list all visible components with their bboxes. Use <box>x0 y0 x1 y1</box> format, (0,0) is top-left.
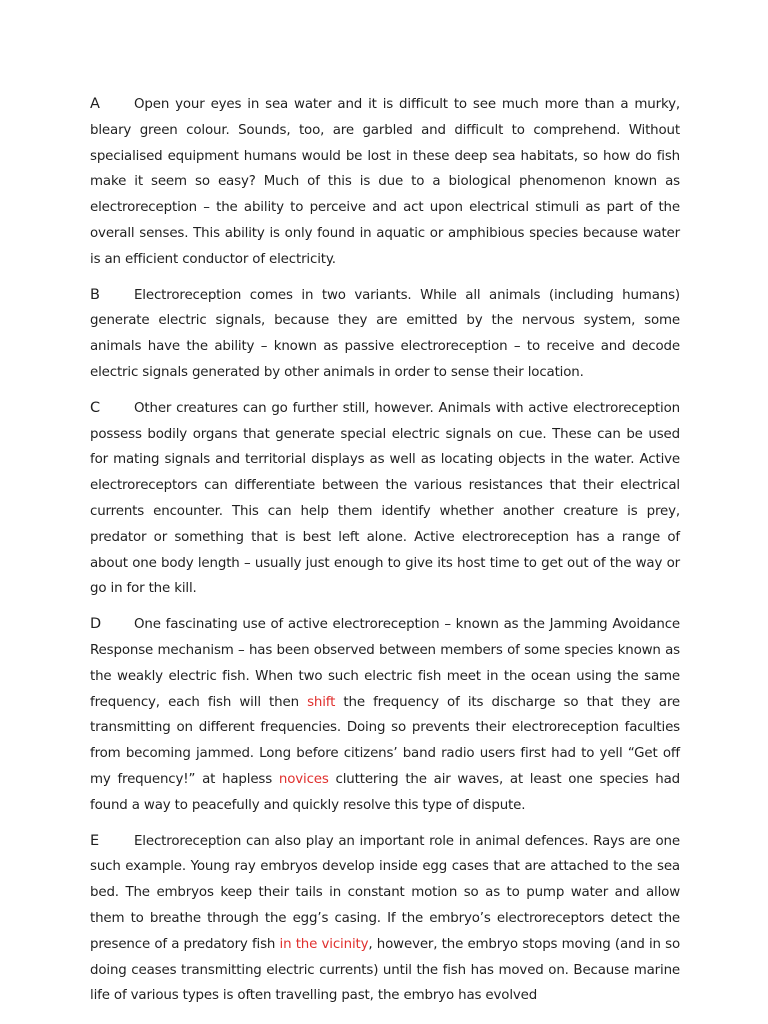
paragraph-letter: E <box>90 832 100 849</box>
paragraph-b <box>90 283 680 386</box>
passage-text <box>90 92 680 1019</box>
highlighted-word-novices: novices <box>278 771 329 787</box>
paragraph-letter: B <box>90 286 100 303</box>
paragraph-body: Electroreception comes in two variants. While all animals (including humans) generate electric signals, because they are emitted by the nervous system, some animals have the ability – known as passive electroreception – to receive and decode electric signals generated by other animals in order to sense their location. <box>90 287 680 380</box>
paragraph-body: Open your eyes in sea water and it is difficult to see much more than a murky, bleary green colour. Sounds, too, are garbled and difficult to comprehend. Without specialised equipment humans would be lost in these deep sea habitats, so how do fish make it seem so easy? Much of this is due to a biological phenomenon known as electroreception – the ability to perceive and act upon electrical stimuli as part of the overall senses. This ability is only found in aquatic or amphibious species because water is an efficient conductor of electricity. <box>90 97 680 267</box>
paragraph-body: cluttering the air waves, at least one species had found a way to peacefully and quickly resolve this type of dispute. <box>90 771 680 813</box>
paragraph-letter: D <box>90 616 102 633</box>
highlighted-word-shift: shift <box>307 694 336 710</box>
paragraph-body: Electroreception can also play an important role in animal defences. Rays are one such example. Young ray embryos develop inside egg cases that are attached to the sea bed. The embryos keep their tails in constant motion so as to pump water and allow them to breathe through the egg’s casing. If the embryo’s electroreceptors detect the presence of a predatory fish <box>90 833 680 952</box>
paragraph-body: Other creatures can go further still, however. Animals with active electroreception possess bodily organs that generate special electric signals on cue. These can be used for mating signals and territorial displays as well as locating objects in the water. Active electroreceptors can differentiate between the various resistances that their electrical currents encounter. This can help them identify whether another creature is prey, predator or something that is best left alone. Active electroreception has a range of about one body length – usually just enough to give its host time to get out of the way or go in for the kill. <box>90 400 680 597</box>
paragraph-body: the frequency of its discharge so that they are transmitting on different frequencies. Doing so prevents their electroreception faculties from becoming jammed. Long before citizens’ band radio users first had to yell “Get off my frequency!” at hapless <box>90 694 680 787</box>
highlighted-phrase-in-the-vicinity: in the vicinity <box>279 936 369 952</box>
paragraph-a <box>90 92 680 273</box>
paragraph-letter: C <box>90 399 100 416</box>
paragraph-body: , however, the embryo stops moving (and in so doing ceases transmitting electric currents) until the fish has moved on. Because marine life of various types is often travelling past, the embryo has evolved <box>90 936 680 1004</box>
paragraph-c <box>90 396 680 602</box>
paragraph-body: One fascinating use of active electroreception – known as the Jamming Avoidance Response mechanism – has been observed between members of some species known as the weakly electric fish. When two such electric fish meet in the ocean using the same frequency, each fish will then <box>90 617 680 710</box>
paragraph-e <box>90 829 680 1010</box>
paragraph-d <box>90 612 680 818</box>
paragraph-letter: A <box>90 96 100 112</box>
